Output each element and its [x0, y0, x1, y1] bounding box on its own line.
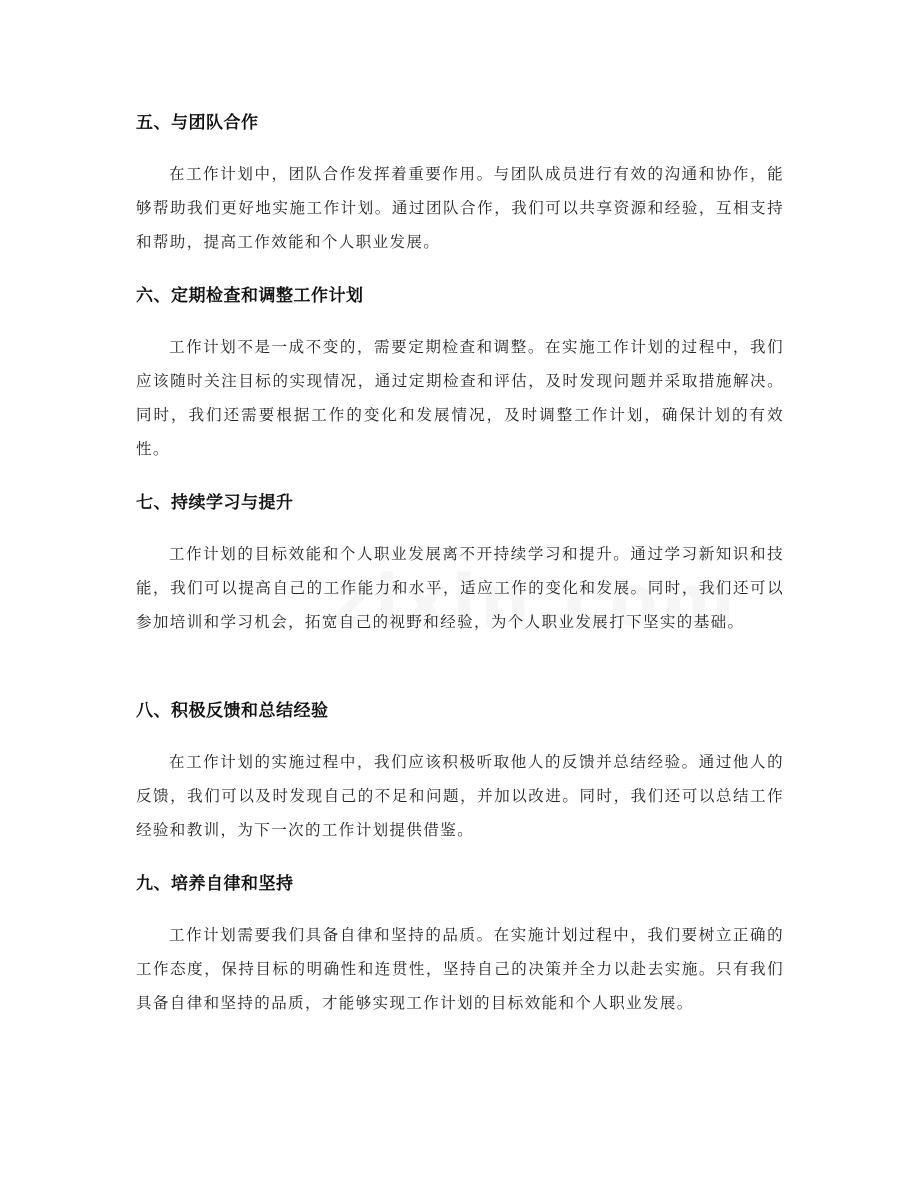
section-review-adjust-plan	[136, 284, 784, 466]
section-paragraph: 工作计划不是一成不变的，需要定期检查和调整。在实施工作计划的过程中，我们应该随时关注目标的实现情况，通过定期检查和评估，及时发现问题并采取措施解决。同时，我们还需要根据工作的变化和发展情况，及时调整工作计划，确保计划的有效性。	[136, 338, 784, 458]
section-heading: 八、积极反馈和总结经验	[136, 701, 329, 721]
section-heading: 九、培养自律和坚持	[136, 874, 294, 894]
section-paragraph: 在工作计划中，团队合作发挥着重要作用。与团队成员进行有效的沟通和协作，能够帮助我们更好地实施工作计划。通过团队合作，我们可以共享资源和经验，互相支持和帮助，提高工作效能和个人职业发展。	[136, 165, 784, 251]
section-heading: 七、持续学习与提升	[136, 493, 294, 513]
section-paragraph: 在工作计划的实施过程中，我们应该积极听取他人的反馈并总结经验。通过他人的反馈，我们可以及时发现自己的不足和问题，并加以改进。同时，我们还可以总结工作经验和教训，为下一次的工作计划提供借鉴。	[136, 753, 784, 839]
section-heading: 五、与团队合作	[136, 113, 259, 133]
section-paragraph: 工作计划需要我们具备自律和坚持的品质。在实施计划过程中，我们要树立正确的工作态度，保持目标的明确性和连贯性，坚持自己的决策并全力以赴去实施。只有我们具备自律和坚持的品质，才能够实现工作计划的目标效能和个人职业发展。	[136, 926, 784, 1012]
section-self-discipline	[136, 872, 784, 1020]
section-paragraph: 工作计划的目标效能和个人职业发展离不开持续学习和提升。通过学习新知识和技能，我们可以提高自己的工作能力和水平，适应工作的变化和发展。同时，我们还可以参加培训和学习机会，拓宽自己的视野和经验，为个人职业发展打下坚实的基础。	[136, 545, 784, 631]
section-heading: 六、定期检查和调整工作计划	[136, 286, 364, 306]
section-feedback-summary	[136, 699, 784, 847]
section-team-cooperation	[136, 111, 784, 259]
section-continuous-learning	[136, 491, 784, 639]
